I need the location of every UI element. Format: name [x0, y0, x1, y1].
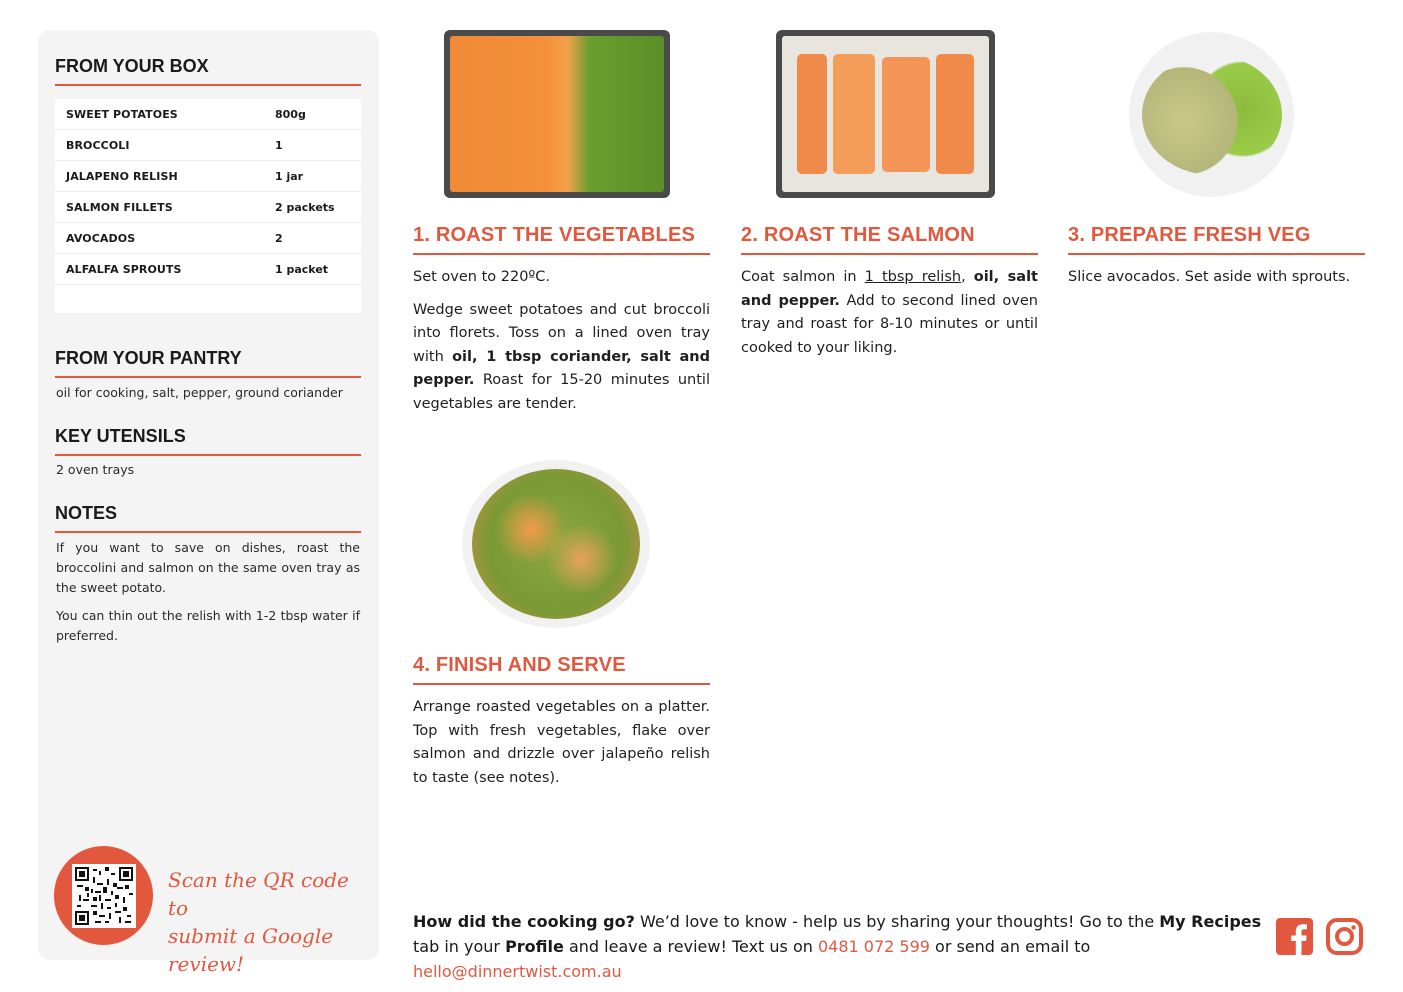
email-link[interactable]: hello@dinnertwist.com.au: [413, 962, 622, 981]
roast-salmon-photo: [776, 30, 995, 198]
review-footer: [413, 909, 1263, 984]
footer-text-2: tab in your: [413, 937, 506, 956]
step-2-text-a: Coat salmon in: [741, 269, 865, 285]
ingredient-name: SWEET POTATOES: [66, 107, 178, 121]
sidebar: [38, 30, 379, 976]
qr-line-1: Scan the QR code to: [168, 868, 349, 920]
ingredient-qty: 1: [275, 138, 283, 152]
step-1-body: [413, 266, 710, 425]
ingredient-name: ALFALFA SPROUTS: [66, 262, 182, 276]
ingredient-name: AVOCADOS: [66, 231, 136, 245]
fresh-veg-photo: [1129, 32, 1294, 197]
table-row: [55, 223, 361, 254]
step-1-text-c: Roast for 15-20 minutes until vegetables are tender.: [413, 372, 710, 412]
footer-text-4: or send an email to: [929, 937, 1091, 956]
step-2-text: [741, 266, 1038, 360]
step-2-body: [741, 266, 1038, 369]
ingredients-table: [55, 99, 361, 313]
finish-and-serve-photo: [462, 460, 650, 628]
instagram-icon[interactable]: [1326, 918, 1363, 955]
step-3-title: 3. PREPARE FRESH VEG: [1068, 224, 1365, 255]
footer-text-1: We’d love to know - help us by sharing your thoughts! Go to the: [634, 912, 1160, 931]
table-row: [55, 99, 361, 130]
phone-link[interactable]: 0481 072 599: [817, 937, 930, 956]
facebook-icon[interactable]: [1276, 918, 1313, 955]
qr-line-2: submit a Google review!: [168, 924, 334, 976]
table-row: [55, 254, 361, 285]
step-1-text-bold: oil, 1 tbsp coriander, salt and pepper.: [413, 348, 710, 388]
qr-code-badge[interactable]: [54, 846, 153, 945]
pantry-text: oil for cooking, salt, pepper, ground coriander: [56, 385, 343, 400]
step-4-text: Arrange roasted vegetables on a platter. Top with fresh vegetables, flake over salmon and drizzle over jalapeño relish to taste (see notes).: [413, 699, 710, 786]
ingredient-qty: 800g: [275, 107, 306, 121]
step-1-text-a: Wedge sweet potatoes and cut broccoli into florets. Toss on a lined oven tray with: [413, 301, 710, 365]
key-utensils-heading: KEY UTENSILS: [55, 426, 361, 456]
step-2-text-bold: oil, salt and pepper.: [741, 269, 1038, 309]
ingredient-qty: 1 packet: [275, 262, 329, 276]
from-your-pantry-heading: FROM YOUR PANTRY: [55, 348, 361, 378]
ingredient-name: BROCCOLI: [66, 138, 130, 152]
footer-text-3: and leave a review! Text us on: [563, 937, 818, 956]
footer-question: How did the cooking go?: [413, 912, 635, 931]
table-row: [55, 130, 361, 161]
step-4-title: 4. FINISH AND SERVE: [413, 654, 710, 685]
step-4-body: [413, 696, 710, 799]
from-your-box-heading: FROM YOUR BOX: [55, 56, 361, 86]
ingredient-qty: 1 jar: [275, 169, 304, 183]
notes-heading: NOTES: [55, 503, 361, 533]
step-2-text-c: ,: [961, 269, 974, 285]
step-2-title: 2. ROAST THE SALMON: [741, 224, 1038, 255]
ingredient-qty: 2 packets: [275, 200, 335, 214]
step-1-title: 1. ROAST THE VEGETABLES: [413, 224, 710, 255]
utensils-text: 2 oven trays: [56, 462, 135, 477]
ingredient-name: SALMON FILLETS: [66, 200, 173, 214]
ingredient-qty: 2: [275, 231, 283, 245]
notes-text-2: You can thin out the relish with 1-2 tbsp water if preferred.: [56, 608, 360, 643]
qr-code-icon: [72, 864, 136, 928]
notes-text-1: If you want to save on dishes, roast the broccolini and salmon on the same oven tray as the sweet potato.: [56, 540, 360, 595]
ingredient-name: JALAPENO RELISH: [66, 169, 178, 183]
roast-vegetables-photo: [444, 30, 670, 198]
step-1-text-1: Set oven to 220ºC.: [413, 269, 550, 285]
step-2-text-e: Add to second lined oven tray and roast for 8-10 minutes or until cooked to your liking.: [741, 292, 1038, 356]
qr-review-prompt: [168, 866, 368, 978]
table-row: [55, 192, 361, 223]
profile-label: Profile: [505, 937, 564, 956]
step-2-relish-link: 1 tbsp relish: [864, 269, 962, 285]
my-recipes-label: My Recipes: [1159, 912, 1262, 931]
step-3-text: Slice avocados. Set aside with sprouts.: [1068, 269, 1351, 285]
table-row: [55, 161, 361, 192]
step-1-text-2: [413, 299, 710, 417]
step-3-body: [1068, 266, 1365, 299]
